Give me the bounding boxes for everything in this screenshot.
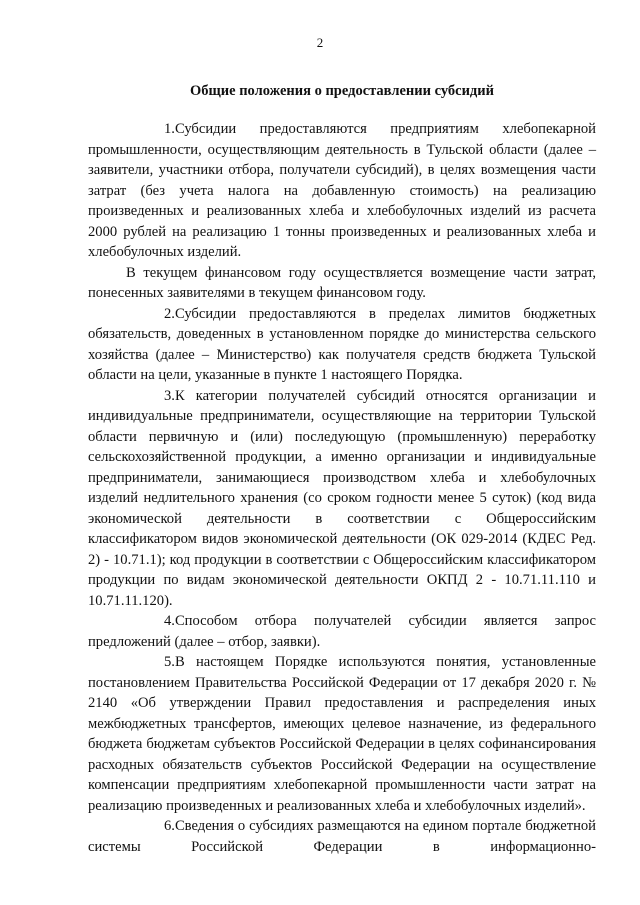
paragraph-1 bbox=[88, 119, 596, 263]
paragraph-number: 6. bbox=[164, 818, 175, 834]
page-number: 2 bbox=[316, 35, 324, 50]
paragraph-number: 3. bbox=[164, 387, 175, 404]
paragraph-number: 5. bbox=[164, 654, 175, 670]
paragraph-text: Субсидии предоставляются предприятиям хлебопекарной промышленности, осуществляющим деятельность в Тульской области (далее – заявители, участники отбора, получатели субсидий), в целях возмещения части затрат (без учета налога на добавленную стоимость) на реализацию произведенных и реализованных хлеба и хлебобулочных изделий из расчета 2000 рублей на реализацию 1 тонны произведенных и реализованных хлеба и хлебобулочных изделий. bbox=[88, 121, 596, 260]
paragraph-text: В текущем финансовом году осуществляется возмещение части затрат, понесенных заявителями в текущем финансовом году. bbox=[88, 264, 596, 301]
document-body bbox=[88, 119, 596, 857]
paragraph-number: 1. bbox=[164, 121, 175, 137]
paragraph-4 bbox=[88, 611, 596, 652]
paragraph-2 bbox=[88, 304, 596, 386]
paragraph-text: В настоящем Порядке используются понятия, установленные постановлением Правительства Российской Федерации от 17 декабря 2020 г. № 2140 «Об утверждении Правил предоставления и распределения иных межбюджетных трансфертов, имеющих целевое назначение, из федерального бюджета бюджетам субъектов Российской Федерации в целях софинансирования расходных обязательств субъектов Российской Федерации на осуществление компенсации предприятиям хлебопекарной промышленности части затрат на реализацию произведенных и реализованных хлеба и хлебобулочных изделий». bbox=[88, 654, 596, 814]
paragraph-text: К категории получателей субсидий относятся организации и индивидуальные предприниматели, осуществляющие на территории Тульской области первичную и (или) последующую (промышленную) переработку сельскохозяйственной продукции, а именно организации и индивидуальные предприниматели, занимающиеся производством хлеба и хлебобулочных изделий недлительного хранения (со сроком годности менее 5 суток) (код вида экономической деятельности в соответствии с Общероссийским классификатором видов экономической деятельности (ОК 029-2014 (КДЕС Ред. 2) - 10.71.1); код продукции в соответствии с Общероссийским классификатором продукции по видам экономической деятельности ОКПД 2 - 10.71.11.110 и 10.71.11.120). bbox=[88, 387, 596, 609]
paragraph-3 bbox=[88, 386, 596, 612]
paragraph-text: Способом отбора получателей субсидии является запрос предложений (далее – отбор, заявки). bbox=[88, 613, 596, 650]
paragraph-6 bbox=[88, 816, 596, 857]
paragraph-text: Субсидии предоставляются в пределах лимитов бюджетных обязательств, доведенных в установленном порядке до министерства сельского хозяйства (далее – Министерство) как получателя средств бюджета Тульской области на цели, указанные в пункте 1 настоящего Порядка. bbox=[88, 305, 596, 383]
section-title: Общие положения о предоставлении субсидий bbox=[190, 83, 494, 99]
paragraph-number: 4. bbox=[164, 613, 175, 629]
paragraph-1-cont bbox=[88, 263, 596, 304]
paragraph-text: Сведения о субсидиях размещаются на едином портале бюджетной системы Российской Федерации в информационно- bbox=[88, 818, 596, 855]
paragraph-number: 2. bbox=[164, 305, 175, 322]
paragraph-5 bbox=[88, 652, 596, 816]
